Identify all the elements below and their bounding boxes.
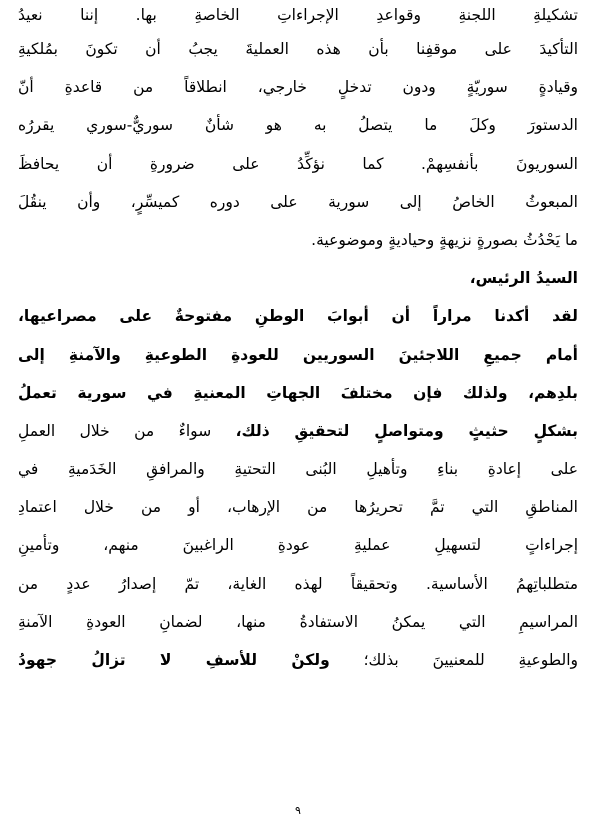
text-line (18, 641, 578, 679)
text-line: السوريونَ بأنفسِهمْ. كما نؤكِّدُ على ضرورةِ أن يحافظَ (18, 154, 578, 173)
text-line (18, 488, 578, 526)
bold-text: لقد أكدنا مراراً أن أبوابَ الوطنِ مفتوحةٌ على مصراعيها، (18, 307, 578, 326)
text-line: الدستورَ وكلَ ما يتصلُ به هو شأنٌ سوريٌّ-سوري يقررُه (18, 116, 578, 135)
text-line (18, 565, 578, 603)
text-line (18, 450, 578, 488)
text-line (18, 603, 578, 641)
normal-text: متطلباتِهمُ الأساسية. وتحقيقاً لهذه الغاية، تمّ إصدارُ عددٍ من (18, 574, 578, 593)
bold-text: أمام جميعِ اللاجئينَ السوريين للعودةِ الطوعيةِ والآمنةِ إلى (18, 345, 578, 364)
page-number: ٩ (295, 804, 301, 817)
normal-text: والطوعيةِ للمعنيينَ بذلك؛ (329, 651, 578, 669)
bold-text: ولكنْ للأسفِ لا تزالُ جهودُ (18, 651, 330, 669)
text-line (18, 526, 578, 564)
text-line: التأكيدَ على موقفِنا بأن هذه العمليةَ يجبُ أن تكونَ بمُلكيةِ (18, 40, 578, 58)
normal-text: المناطقِ التي تمَّ تحريرُها من الإرهاب، أو من خلال اعتمادِ (18, 498, 578, 517)
text-line: المبعوثُ الخاصُ إلى سورية على دوره كميسِّرٍ، وأن ينقُلَ (18, 192, 578, 211)
bold-text: بلدِهم، ولذلك فإن مختلفَ الجهاتِ المعنيةِ في سورية تعملُ (18, 383, 578, 402)
document-page (18, 0, 578, 679)
text-line (18, 297, 578, 335)
normal-text: المراسيمِ التي يمكنُ الاستفادةُ منها، لضمانِ العودةِ الآمنةِ (18, 612, 578, 631)
text-line (18, 336, 578, 374)
bold-text: بشكلٍ حثيثٍ ومتواصلٍ لتحقيقِ ذلك، (235, 421, 578, 440)
normal-text: إجراءاتٍ لتسهيلِ عمليةِ عودةِ الراغبينَ منهم، وتأمينِ (18, 536, 578, 555)
paragraph-2 (18, 297, 578, 679)
salutation-heading: السيدُ الرئيس، (469, 269, 578, 288)
text-line (18, 374, 578, 412)
text-line: وقيادةٍ سوريّةٍ ودون تدخلٍ خارجي، انطلاقاً من قاعدةِ أنّ (18, 78, 578, 97)
text-line: تشكيلةِ اللجنةِ وقواعدِ الإجراءاتِ الخاصةِ بها. إننا نعيدُ (18, 6, 578, 24)
normal-text: سواءٌ من خلال العملِ (18, 421, 236, 440)
normal-text: على إعادةِ بناءِ وتأهيلِ البُنى التحتيةِ والمرافقِ الخَدَميةِ في (18, 460, 578, 479)
text-line (18, 412, 578, 450)
paragraph-1 (18, 0, 578, 259)
text-line: ما يَحْدُثُ بصورةٍ نزيهةٍ وحياديةٍ وموضوعية. (311, 230, 578, 249)
